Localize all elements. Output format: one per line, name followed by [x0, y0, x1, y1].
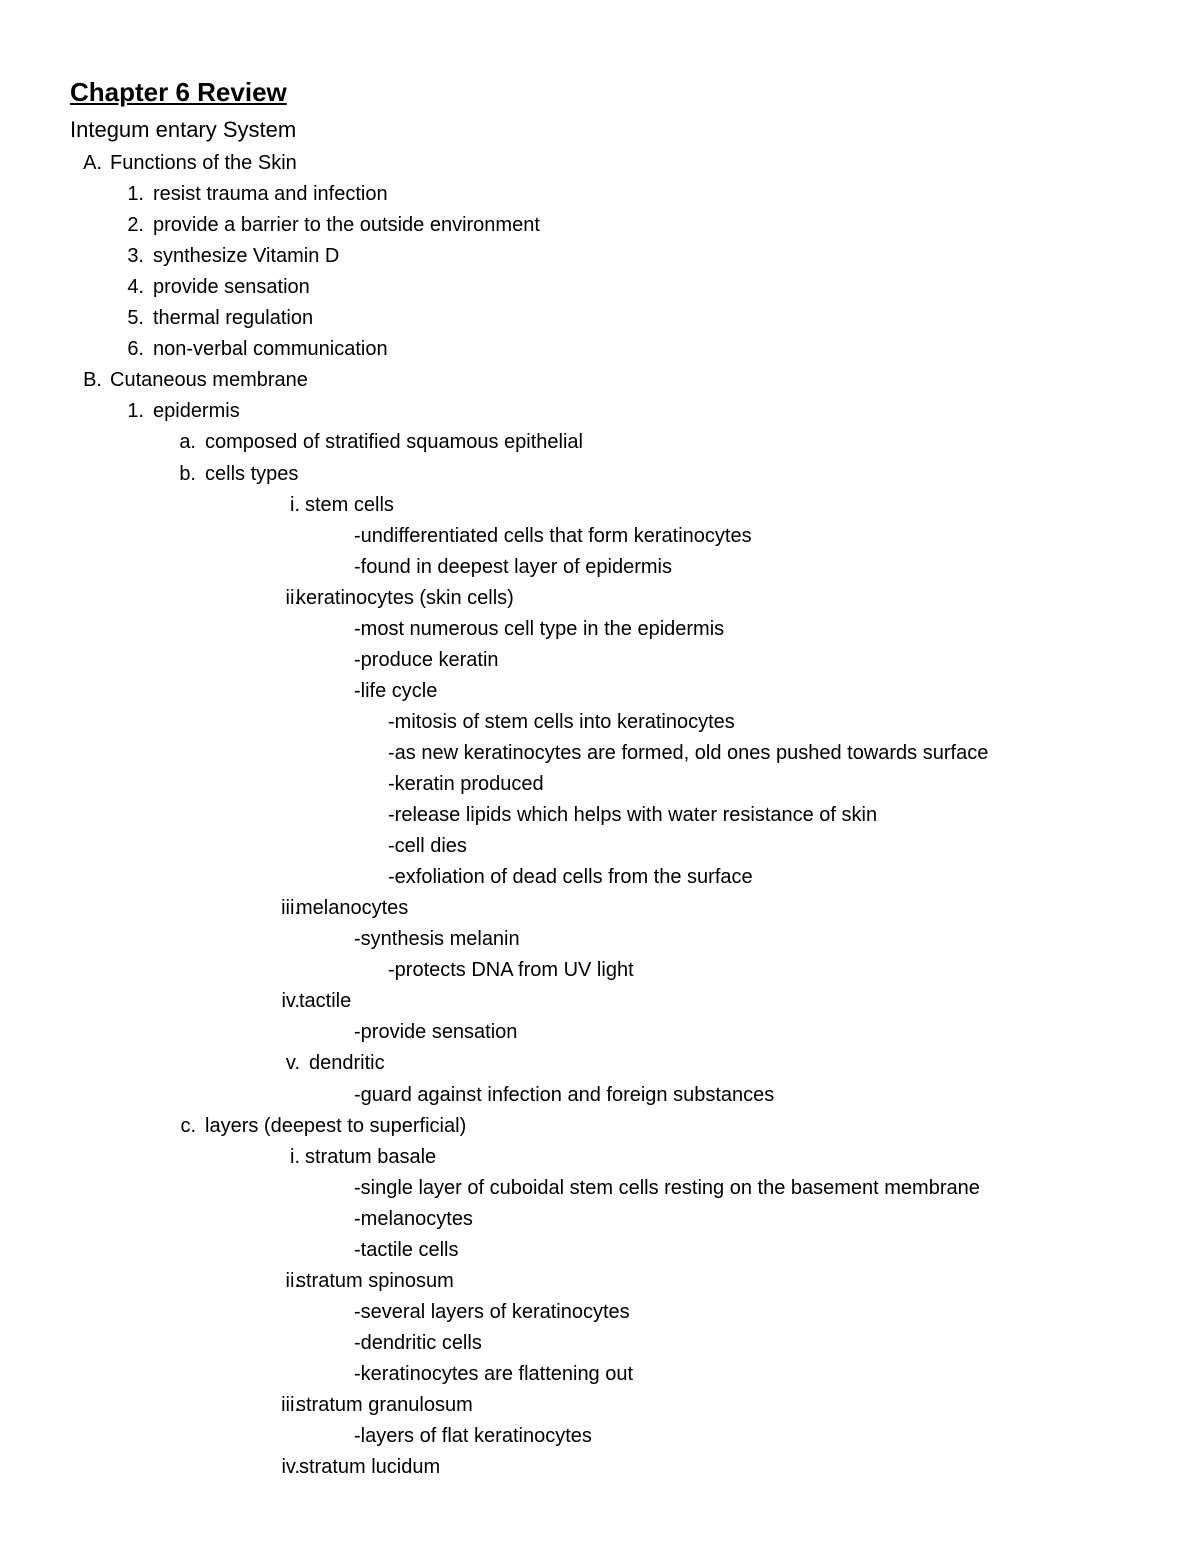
outline-text: -layers of flat keratinocytes — [354, 1425, 592, 1447]
outline-marker: ii. — [285, 587, 300, 609]
outline-marker: v. — [285, 1052, 300, 1074]
outline-marker: a. — [179, 431, 196, 453]
outline-text: -found in deepest layer of epidermis — [354, 556, 672, 578]
outline-item — [0, 1330, 1200, 1356]
outline-marker: 2. — [127, 214, 144, 236]
outline-text: cells types — [205, 463, 299, 485]
outline-item — [0, 305, 1200, 331]
outline-item — [0, 1113, 1200, 1139]
outline-marker: 1. — [127, 400, 144, 422]
outline-text: Cutaneous membrane — [110, 369, 308, 391]
outline-text: -dendritic cells — [354, 1332, 482, 1354]
outline-item — [0, 1237, 1200, 1263]
outline-text: -keratinocytes are flattening out — [354, 1363, 634, 1385]
outline-marker: 6. — [127, 338, 144, 360]
outline-text: -several layers of keratinocytes — [354, 1301, 630, 1323]
outline-text: -synthesis melanin — [354, 928, 520, 950]
outline-text: non-verbal communication — [153, 338, 388, 360]
outline-item — [0, 1175, 1200, 1201]
outline-item — [0, 585, 1200, 611]
outline-text: dendritic — [309, 1052, 385, 1074]
outline-text: stratum spinosum — [296, 1270, 454, 1292]
outline-item — [0, 833, 1200, 859]
outline-item — [0, 1082, 1200, 1108]
outline-text: stratum granulosum — [296, 1394, 473, 1416]
outline-marker: B. — [83, 369, 102, 391]
outline-text: provide a barrier to the outside environment — [153, 214, 540, 236]
outline-text: -life cycle — [354, 680, 438, 702]
outline-marker: A. — [83, 152, 102, 174]
outline-item — [0, 740, 1200, 766]
outline-text: epidermis — [153, 400, 240, 422]
outline-marker: iii. — [281, 897, 300, 919]
outline-item — [0, 150, 1200, 176]
outline-item — [0, 1423, 1200, 1449]
outline-text: melanocytes — [296, 897, 409, 919]
outline-text: -keratin produced — [388, 773, 544, 795]
outline-item — [0, 1206, 1200, 1232]
outline-item — [0, 243, 1200, 269]
outline-text: -single layer of cuboidal stem cells resting on the basement membrane — [354, 1177, 980, 1199]
outline-item — [0, 336, 1200, 362]
outline-item — [0, 212, 1200, 238]
outline-marker: 3. — [127, 245, 144, 267]
outline-marker: ii. — [285, 1270, 300, 1292]
outline-item — [0, 554, 1200, 580]
outline-item — [0, 709, 1200, 735]
outline-text: -mitosis of stem cells into keratinocytes — [388, 711, 735, 733]
outline-text: stem cells — [305, 494, 394, 516]
outline-text: provide sensation — [153, 276, 310, 298]
outline-item — [0, 926, 1200, 952]
outline-marker: iv. — [281, 1456, 300, 1478]
outline-item — [0, 461, 1200, 487]
outline-marker: 5. — [127, 307, 144, 329]
outline-marker: 1. — [127, 183, 144, 205]
outline-item — [0, 1050, 1200, 1076]
outline-text: layers (deepest to superficial) — [205, 1115, 467, 1137]
outline-item — [0, 429, 1200, 455]
outline-marker: b. — [179, 463, 196, 485]
outline-text: -tactile cells — [354, 1239, 459, 1261]
outline-item — [0, 988, 1200, 1014]
outline-text: -provide sensation — [354, 1021, 518, 1043]
outline-text: stratum lucidum — [299, 1456, 441, 1478]
outline-item — [0, 1144, 1200, 1170]
outline-item — [0, 1299, 1200, 1325]
outline-text: resist trauma and infection — [153, 183, 388, 205]
outline-text: keratinocytes (skin cells) — [296, 587, 514, 609]
outline-item — [0, 1392, 1200, 1418]
outline-marker: i. — [290, 1146, 300, 1168]
outline-text: -as new keratinocytes are formed, old ones pushed towards surface — [388, 742, 989, 764]
outline-item — [0, 864, 1200, 890]
outline-marker: 4. — [127, 276, 144, 298]
outline-text: -protects DNA from UV light — [388, 959, 634, 981]
outline-text: composed of stratified squamous epithelial — [205, 431, 583, 453]
outline-text: -exfoliation of dead cells from the surface — [388, 866, 753, 888]
outline-marker: iv. — [281, 990, 300, 1012]
outline-item — [0, 398, 1200, 424]
outline-item — [0, 181, 1200, 207]
outline-marker: iii. — [281, 1394, 300, 1416]
outline-item — [0, 1454, 1200, 1480]
outline-item — [0, 802, 1200, 828]
outline-text: -produce keratin — [354, 649, 499, 671]
outline-item — [0, 492, 1200, 518]
page-title: Chapter 6 Review — [70, 77, 287, 107]
outline-item — [0, 771, 1200, 797]
outline-text: -cell dies — [388, 835, 467, 857]
outline-item — [0, 367, 1200, 393]
outline-item — [0, 1361, 1200, 1387]
outline-text: -undifferentiated cells that form keratinocytes — [354, 525, 752, 547]
outline-text: -melanocytes — [354, 1208, 473, 1230]
outline-text: thermal regulation — [153, 307, 314, 329]
outline-item — [0, 957, 1200, 983]
outline-item — [0, 523, 1200, 549]
outline-text: tactile — [299, 990, 352, 1012]
outline-text: Functions of the Skin — [110, 152, 297, 174]
outline-item — [0, 895, 1200, 921]
outline-item — [0, 1268, 1200, 1294]
outline-text: -release lipids which helps with water resistance of skin — [388, 804, 878, 826]
outline-text: -most numerous cell type in the epidermis — [354, 618, 725, 640]
page-subtitle: Integum entary System — [70, 117, 297, 142]
outline-marker: i. — [290, 494, 300, 516]
outline-text: synthesize Vitamin D — [153, 245, 340, 267]
outline-text: stratum basale — [305, 1146, 437, 1168]
outline-item — [0, 616, 1200, 642]
outline-item — [0, 274, 1200, 300]
outline-text: -guard against infection and foreign substances — [354, 1084, 775, 1106]
outline-item — [0, 678, 1200, 704]
outline-item — [0, 1019, 1200, 1045]
outline-marker: c. — [180, 1115, 196, 1137]
outline-item — [0, 647, 1200, 673]
